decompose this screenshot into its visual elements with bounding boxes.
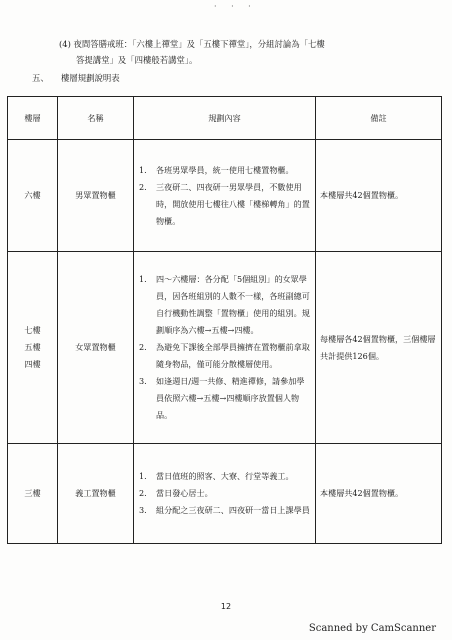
intro-paragraph <box>59 36 419 68</box>
header-note: 備註 <box>316 97 442 140</box>
list-item <box>139 502 310 519</box>
list-item <box>139 271 310 339</box>
header-name: 名稱 <box>58 97 134 140</box>
scanner-watermark: Scanned by CamScanner <box>308 623 436 634</box>
scan-speckle: · · · <box>214 2 257 11</box>
note-cell: 每樓層各42個置物櫃，三個樓層共計提供126個。 <box>316 252 442 444</box>
table-row <box>8 252 442 444</box>
section-heading <box>32 70 120 86</box>
table-row <box>8 140 442 252</box>
intro-line-1: (4) 夜間答膳戒班：「六樓上禪堂」及「五樓下禪堂」，分組討論為「七樓 <box>59 39 325 49</box>
item-text: 當日值班的照客、大寮、行堂等義工。 <box>156 471 294 481</box>
item-number: 1. <box>139 274 147 284</box>
table-header-row <box>8 97 442 140</box>
item-text: 當日發心居士。 <box>156 488 213 498</box>
floor-cell <box>8 252 58 444</box>
floor-label: 七樓 <box>24 325 41 335</box>
item-text: 組分配之三夜研二、四夜研一當日上課學員 <box>156 505 310 515</box>
name-cell: 義工置物櫃 <box>58 444 134 544</box>
item-number: 3. <box>139 376 147 386</box>
name-cell: 女眾置物櫃 <box>58 252 134 444</box>
note-cell: 本樓層共42個置物櫃。 <box>316 140 442 252</box>
page-number: 12 <box>220 602 232 611</box>
list-item <box>139 162 310 179</box>
floor-label: 三樓 <box>24 488 41 498</box>
intro-line-2: 答提講堂」及「四樓般若講堂」。 <box>76 55 198 65</box>
item-number: 2. <box>139 181 147 192</box>
list-item <box>139 339 310 373</box>
floor-label: 四樓 <box>24 359 41 369</box>
floor-plan-table <box>7 96 442 544</box>
list-item <box>139 468 310 485</box>
item-number: 2. <box>139 342 147 352</box>
note-cell: 本樓層共42個置物櫃。 <box>316 444 442 544</box>
table-row <box>8 444 442 544</box>
name-cell: 男眾置物櫃 <box>58 140 134 252</box>
item-text: 各班男眾學員，統一使用七樓置物櫃。 <box>156 164 294 175</box>
section-number: 五、 <box>32 73 49 83</box>
item-number: 1. <box>139 471 147 481</box>
header-floor: 樓層 <box>8 97 58 140</box>
item-text: 為避免下課後全部學員擁擠在置物櫃前拿取隨身物品，僅可能分散樓層使用。 <box>156 342 310 369</box>
content-cell <box>134 252 316 444</box>
item-number: 2. <box>139 488 147 498</box>
content-cell <box>134 444 316 544</box>
content-list <box>135 264 314 431</box>
floor-label: 六樓 <box>24 190 41 200</box>
section-title: 樓層規劃說明表 <box>61 73 120 83</box>
list-item <box>139 373 310 424</box>
item-text: 四～六樓層：各分配「5個組別」的女眾學員，因各班組別的人數不一樣，各班副總可自行機動性調整「置物櫃」使用的組別。規劃順序為六樓→五樓→四樓。 <box>156 274 310 335</box>
floor-cell <box>8 444 58 544</box>
content-cell <box>134 140 316 252</box>
item-number: 3. <box>139 505 147 515</box>
item-number: 1. <box>139 164 147 175</box>
item-text: 三夜研二、四夜研一男眾學員，不數使用時，開放使用七樓往八樓「樓梯轉角」的置物櫃。 <box>156 181 310 226</box>
floor-cell <box>8 140 58 252</box>
content-list <box>135 155 314 237</box>
item-text: 如逢週日/週一共修、精進禪修，請參加學員依照六樓→五樓→四樓順序放置個人物品。 <box>156 376 305 420</box>
floor-label: 五樓 <box>24 342 41 352</box>
content-list <box>135 461 314 526</box>
list-item <box>139 485 310 502</box>
header-content: 規劃內容 <box>134 97 316 140</box>
list-item <box>139 179 310 230</box>
